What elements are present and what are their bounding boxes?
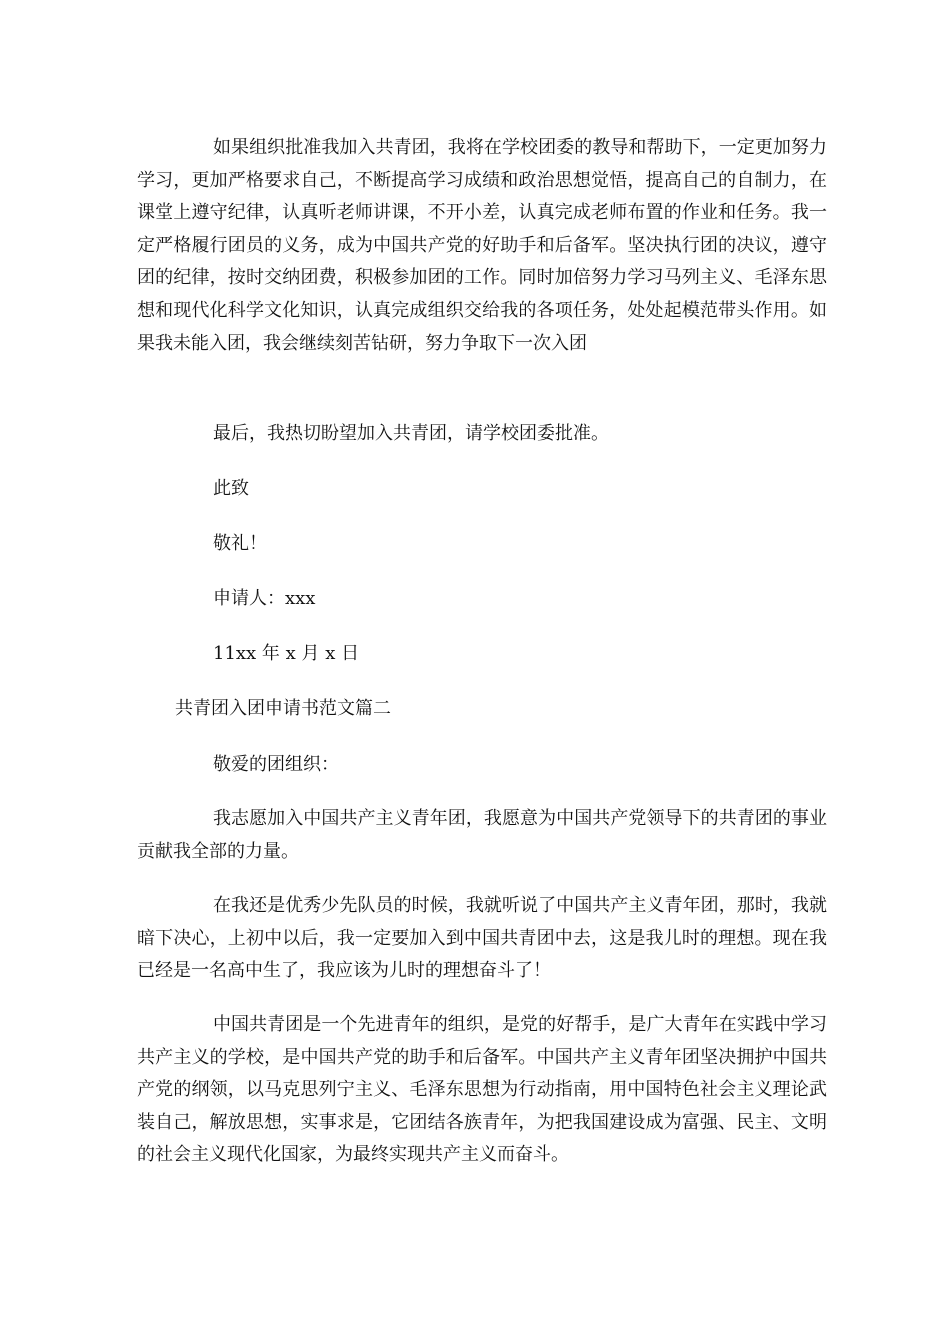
applicant-line: 申请人：xxx (213, 588, 316, 609)
paragraph-commitment: 如果组织批准我加入共青团，我将在学校团委的教导和帮助下，一定更加努力学习，更加严格要求自己，不断提高学习成绩和政治思想觉悟，提高自己的自制力，在课堂上遵守纪律，认真听老师讲课，不开小差，认真完成老师布置的作业和任务。我一定严格履行团员的义务，成为中国共产党的好助手和后备军。坚决执行团的决议，遵守团的纪律，按时交纳团费，积极参加团的工作。同时加倍努力学习马列主义、毛泽东思想和现代化科学文化知识，认真完成组织交给我的各项任务，处处起模范带头作用。如果我未能入团，我会继续刻苦钻研，努力争取下一次入团 (137, 137, 827, 354)
salutation-cizhi: 此致 (213, 478, 249, 499)
paragraph-league-description: 中国共青团是一个先进青年的组织，是党的好帮手，是广大青年在实践中学习共产主义的学校，是中国共产党的助手和后备军。中国共产主义青年团坚决拥护中国共产党的纲领，以马克思列宁主义、毛泽东思想为行动指南，用中国特色社会主义理论武装自己，解放思想，实事求是，它团结各族青年，为把我国建设成为富强、民主、文明的社会主义现代化国家，为最终实现共产主义而奋斗。 (137, 1014, 827, 1166)
date-line: 11xx 年 x 月 x 日 (213, 643, 360, 664)
closing-wish: 最后，我热切盼望加入共青团，请学校团委批准。 (213, 423, 609, 444)
greeting-line: 敬爱的团组织： (213, 754, 339, 775)
section-title: 共青团入团申请书范文篇二 (175, 698, 391, 719)
paragraph-childhood-ideal: 在我还是优秀少先队员的时候，我就听说了中国共产主义青年团，那时，我就暗下决心，上初中以后，我一定要加入到中国共青团中去，这是我儿时的理想。现在我已经是一名高中生了，我应该为儿时的理想奋斗了！ (137, 895, 827, 982)
salutation-jingli: 敬礼！ (213, 533, 267, 554)
paragraph-volunteer: 我志愿加入中国共产主义青年团，我愿意为中国共产党领导下的共青团的事业贡献我全部的力量。 (137, 808, 827, 862)
